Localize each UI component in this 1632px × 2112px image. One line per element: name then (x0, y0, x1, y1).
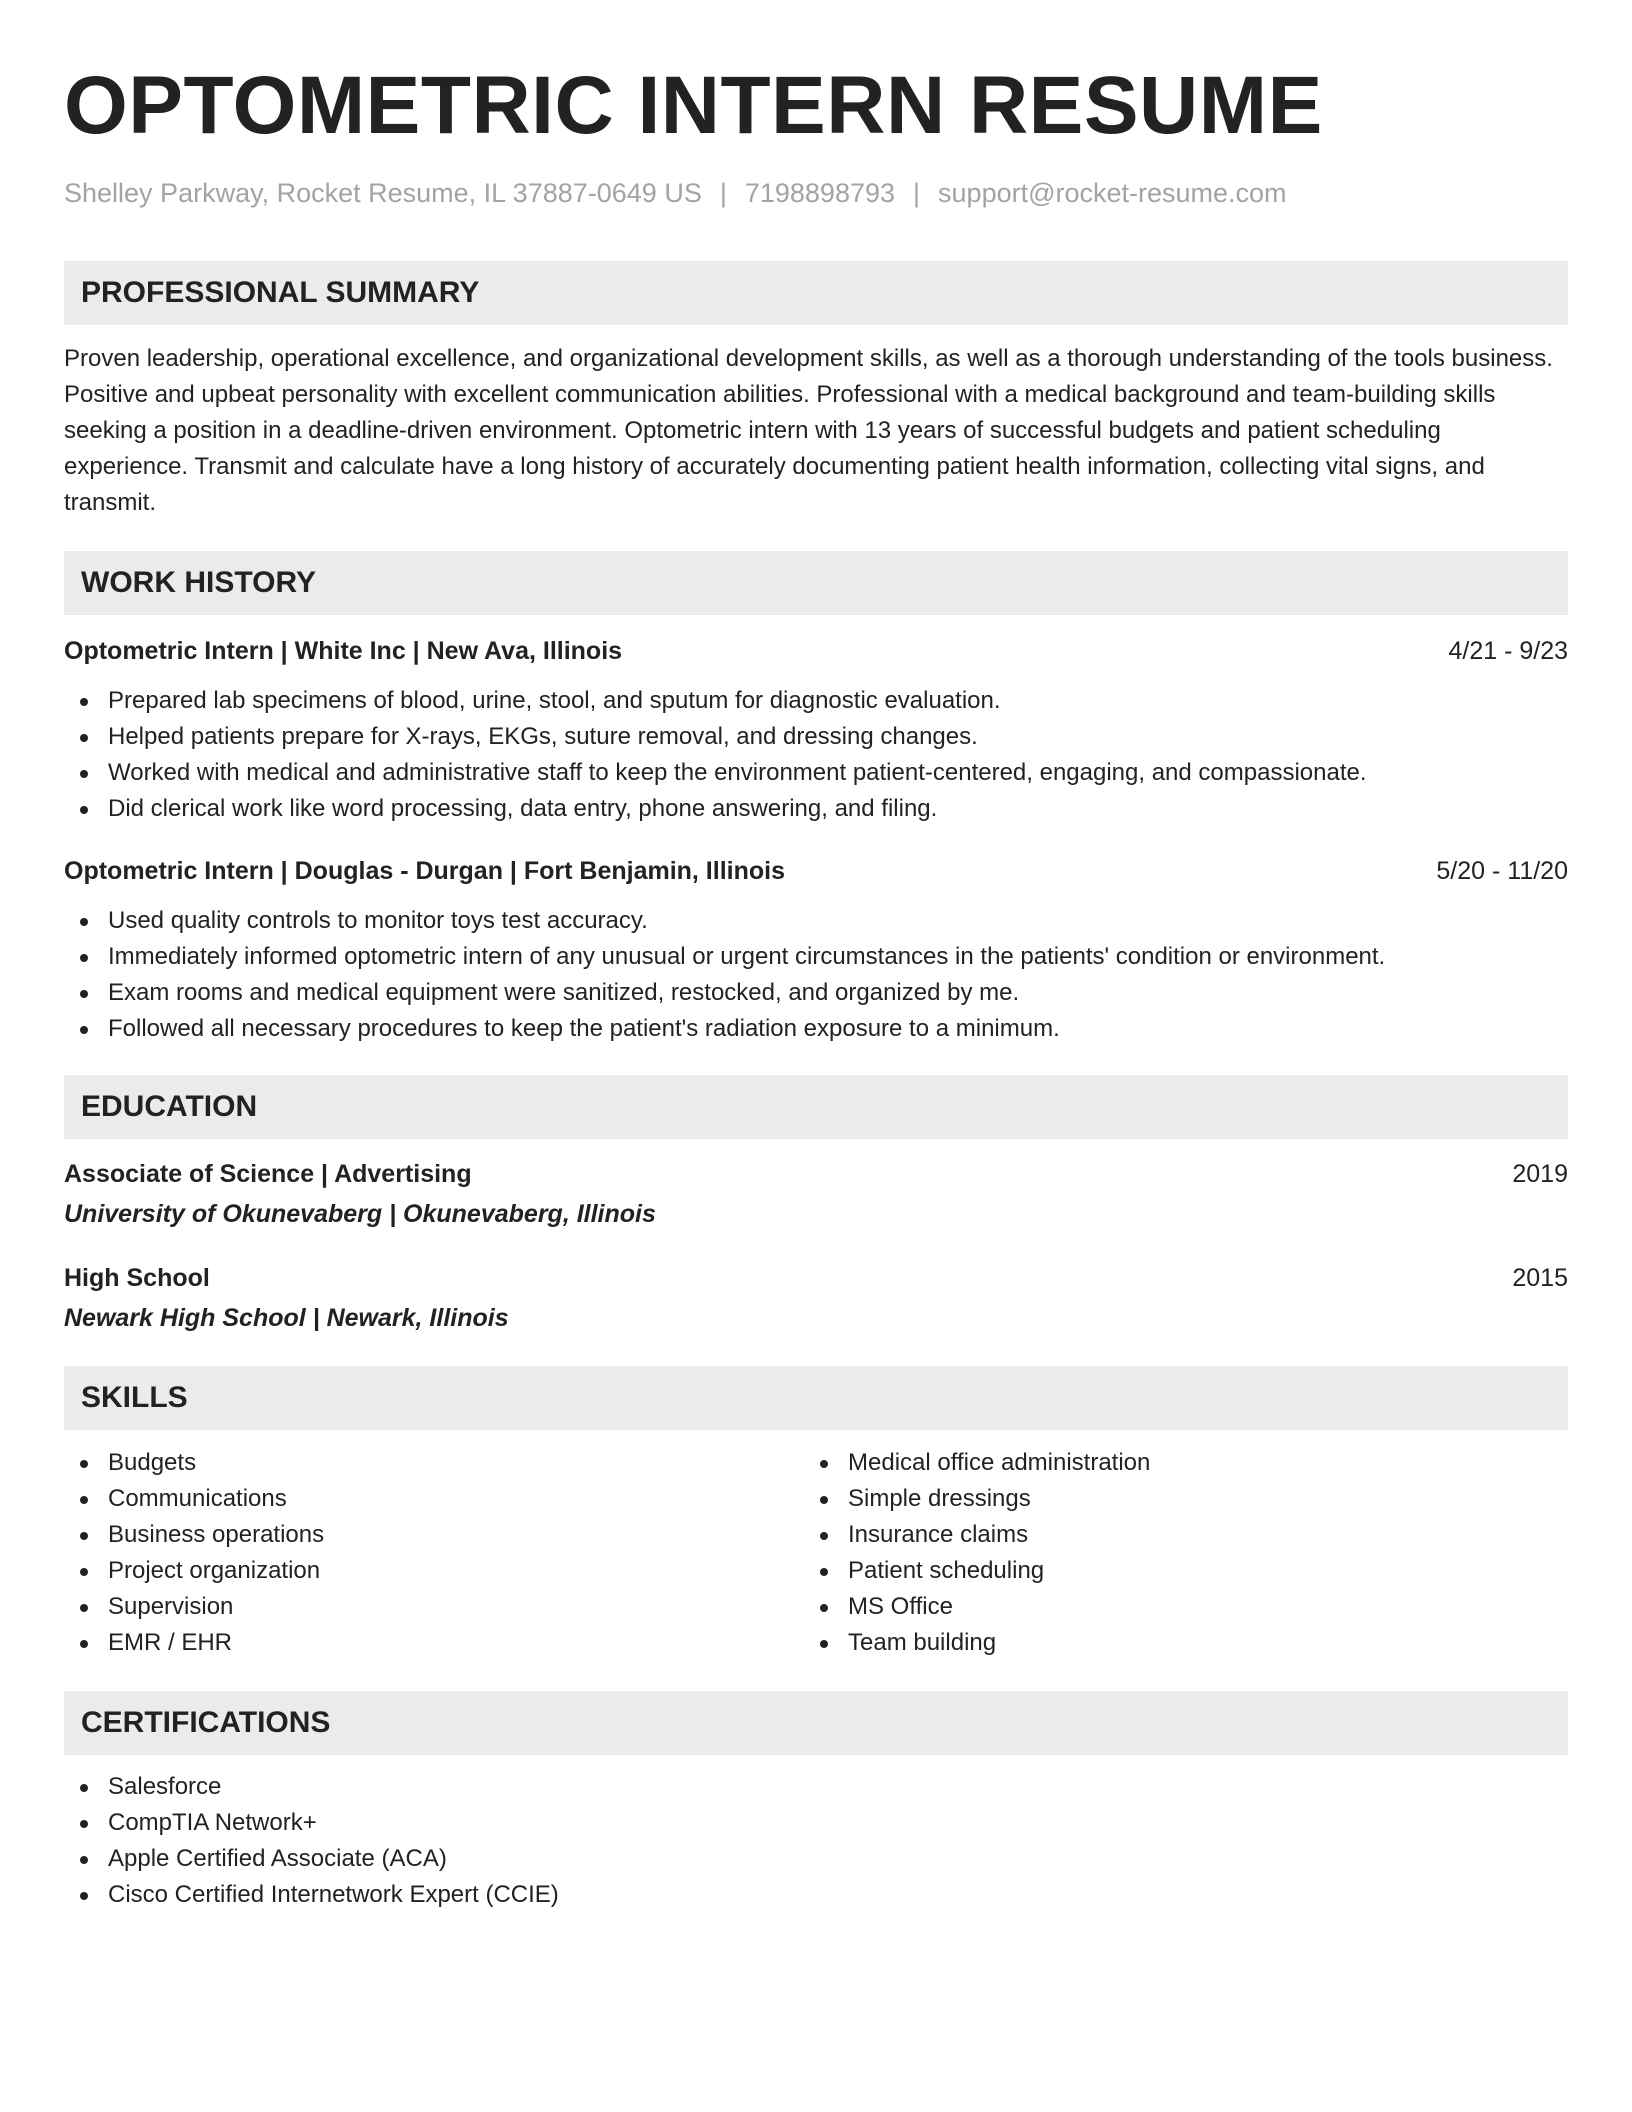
education-degree: Associate of Science | Advertising (64, 1160, 472, 1188)
job-header (64, 633, 1568, 669)
skill-item: Business operations (64, 1517, 804, 1553)
contact-address: Shelley Parkway, Rocket Resume, IL 37887-0649 US (64, 178, 702, 208)
job-header (64, 853, 1568, 889)
section-heading-work-history: WORK HISTORY (64, 551, 1568, 615)
job-dates: 4/21 - 9/23 (1448, 637, 1568, 665)
education-year: 2019 (1512, 1160, 1568, 1188)
certification-item: Apple Certified Associate (ACA) (64, 1841, 1568, 1877)
contact-phone: 7198898793 (744, 178, 896, 208)
skills-column-right (804, 1445, 1544, 1661)
education-year: 2015 (1512, 1264, 1568, 1292)
contact-email: support@rocket-resume.com (938, 178, 1287, 208)
section-heading-education: EDUCATION (64, 1075, 1568, 1139)
job-entry (64, 633, 1568, 827)
contact-separator: | (913, 178, 921, 208)
education-entry (64, 1156, 1568, 1232)
job-bullet: Used quality controls to monitor toys test accuracy. (64, 903, 1568, 939)
education-school: Newark High School | Newark, Illinois (64, 1304, 509, 1332)
job-bullet: Prepared lab specimens of blood, urine, stool, and sputum for diagnostic evaluation. (64, 683, 1568, 719)
job-bullet: Worked with medical and administrative staff to keep the environment patient-centered, engaging, and compassionate. (64, 755, 1568, 791)
education-degree: High School (64, 1264, 210, 1292)
contact-line (64, 176, 1568, 210)
certification-item: Salesforce (64, 1769, 1568, 1805)
skills-grid (64, 1445, 1568, 1661)
summary-text: Proven leadership, operational excellence, and organizational development skills, as well as a thorough understanding of the tools business. Positive and upbeat personality with excellent communication abilities. Professional with a medical background and team-building skills seeking a position in a deadline-driven environment. Optometric intern with 13 years of successful budgets and patient scheduling experience. Transmit and calculate have a long history of accurately documenting patient health information, collecting vital signs, and transmit. (64, 345, 1553, 516)
job-bullet: Did clerical work like word processing, data entry, phone answering, and filing. (64, 791, 1568, 827)
section-heading-skills: SKILLS (64, 1366, 1568, 1430)
job-bullet: Exam rooms and medical equipment were sanitized, restocked, and organized by me. (64, 975, 1568, 1011)
job-entry (64, 853, 1568, 1047)
job-title: Optometric Intern | White Inc | New Ava, Illinois (64, 637, 623, 665)
education-header (64, 1156, 1568, 1192)
skill-item: Simple dressings (804, 1481, 1544, 1517)
job-title: Optometric Intern | Douglas - Durgan | Fort Benjamin, Illinois (64, 857, 785, 885)
skill-item: MS Office (804, 1589, 1544, 1625)
job-bullet: Immediately informed optometric intern of any unusual or urgent circumstances in the patients' condition or environment. (64, 939, 1568, 975)
skill-item: Insurance claims (804, 1517, 1544, 1553)
job-bullet-list (64, 903, 1568, 1047)
skills-column-left (64, 1445, 804, 1661)
job-dates: 5/20 - 11/20 (1436, 857, 1568, 885)
skill-item: Communications (64, 1481, 804, 1517)
job-bullet: Helped patients prepare for X-rays, EKGs, suture removal, and dressing changes. (64, 719, 1568, 755)
skill-item: Project organization (64, 1553, 804, 1589)
section-heading-certifications: CERTIFICATIONS (64, 1691, 1568, 1755)
skill-item: Supervision (64, 1589, 804, 1625)
contact-separator: | (719, 178, 727, 208)
section-heading-summary: PROFESSIONAL SUMMARY (64, 261, 1568, 325)
certification-item: Cisco Certified Internetwork Expert (CCIE) (64, 1877, 1568, 1913)
education-header (64, 1260, 1568, 1296)
skill-item: Patient scheduling (804, 1553, 1544, 1589)
skill-item: Team building (804, 1625, 1544, 1661)
job-bullet: Followed all necessary procedures to keep the patient's radiation exposure to a minimum. (64, 1011, 1568, 1047)
certifications-list (64, 1769, 1568, 1913)
education-school: University of Okunevaberg | Okunevaberg, Illinois (64, 1200, 656, 1228)
skill-item: Medical office administration (804, 1445, 1544, 1481)
certification-item: CompTIA Network+ (64, 1805, 1568, 1841)
education-entry (64, 1260, 1568, 1336)
skill-item: Budgets (64, 1445, 804, 1481)
skill-item: EMR / EHR (64, 1625, 804, 1661)
job-bullet-list (64, 683, 1568, 827)
page-title: OPTOMETRIC INTERN RESUME (64, 60, 1323, 151)
